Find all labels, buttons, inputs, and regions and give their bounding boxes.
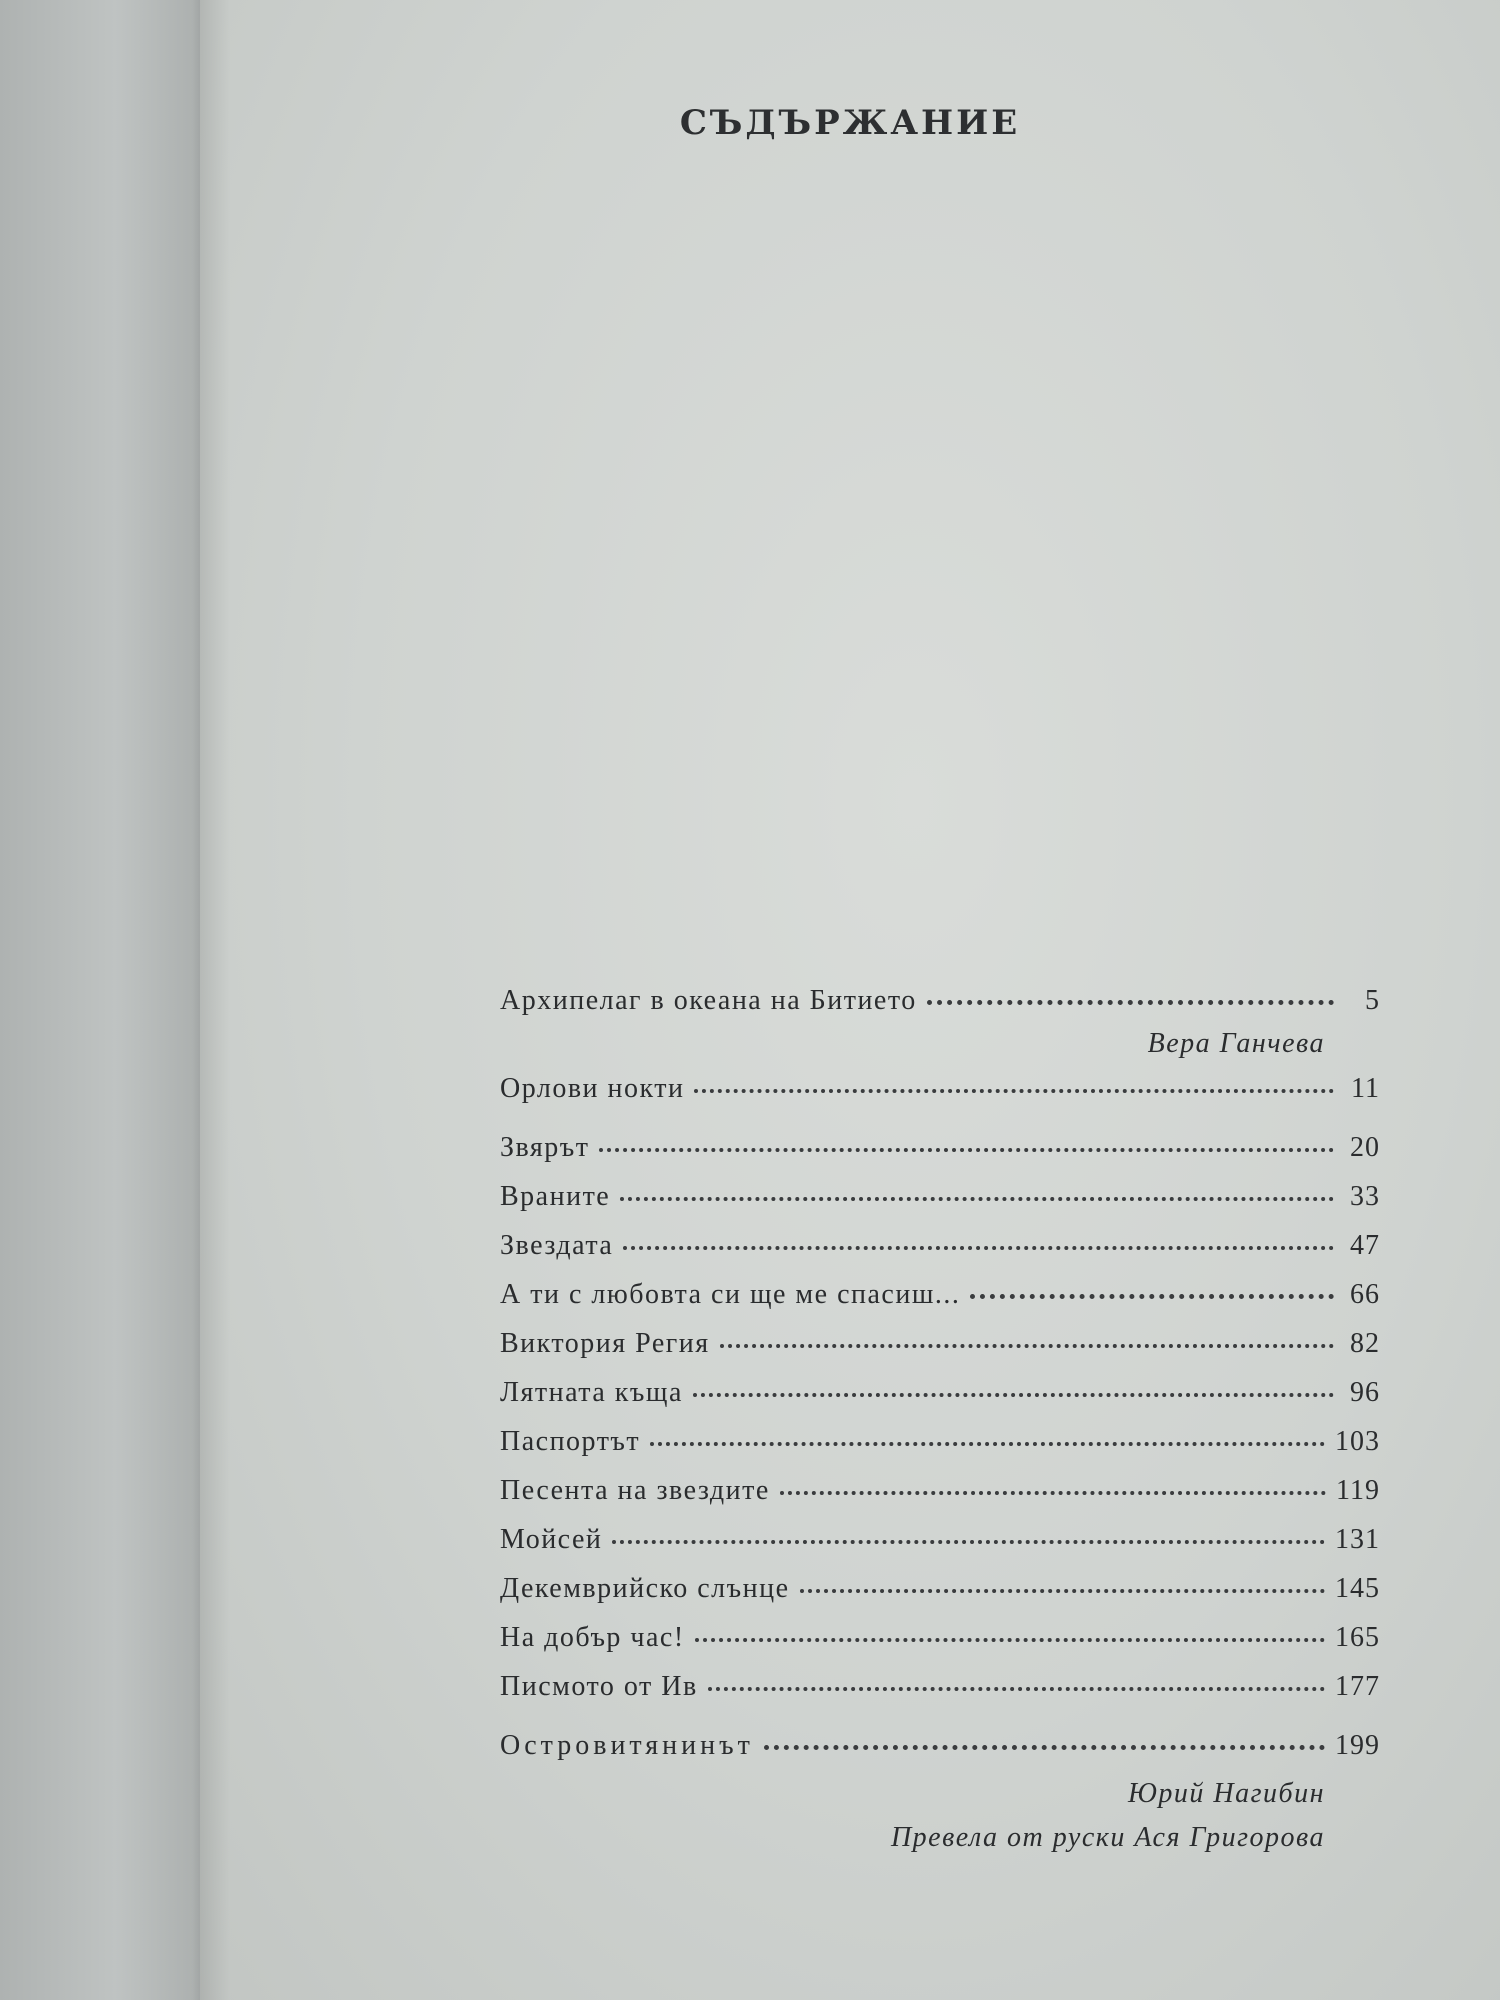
toc-entry-page: 199 (1335, 1730, 1380, 1761)
toc-entry (500, 1127, 1380, 1176)
toc-entry (500, 1617, 1380, 1666)
toc-entry (500, 1068, 1380, 1117)
toc-entry-page: 20 (1350, 1132, 1380, 1163)
page-title: СЪДЪРЖАНИЕ (679, 103, 1021, 143)
toc-entry-page: 11 (1351, 1073, 1380, 1104)
toc-entry-page: 66 (1350, 1279, 1380, 1310)
toc-entry-page: 119 (1336, 1475, 1380, 1506)
spacer (500, 1117, 1395, 1127)
toc-entry (500, 1666, 1380, 1715)
toc-entry-title: Враните (500, 1181, 611, 1212)
toc-entry-page: 165 (1335, 1622, 1380, 1653)
leader-dots (970, 1294, 1334, 1299)
toc-entry-title: Звярът (500, 1132, 590, 1163)
toc-entry (500, 1519, 1380, 1568)
leader-dots (780, 1491, 1326, 1495)
toc-entry-title: Декемврийско слънце (500, 1573, 790, 1604)
toc-entry-title: Песента на звездите (500, 1475, 770, 1506)
toc-entry-title: Паспортът (500, 1426, 641, 1457)
leader-dots (694, 1089, 1334, 1093)
toc-entry-page: 103 (1335, 1426, 1380, 1457)
toc-entry-title: Архипелаг в океана на Битието (500, 985, 917, 1016)
toc-entry-title: Орлови нокти (500, 1073, 685, 1104)
toc-entry-page: 33 (1350, 1181, 1380, 1212)
toc-entry-title: На добър час! (500, 1622, 685, 1653)
leader-dots (708, 1687, 1325, 1691)
toc-entry-page: 131 (1335, 1524, 1380, 1555)
toc-entry-title: Лятната къща (500, 1377, 683, 1408)
footer-translator: Превела от руски Ася Григорова (890, 1822, 1325, 1853)
leader-dots (695, 1638, 1325, 1642)
leader-dots (800, 1589, 1326, 1593)
leader-dots (927, 1000, 1334, 1005)
spacer (500, 1715, 1395, 1725)
toc-entry (500, 1725, 1380, 1774)
toc-entry (500, 1323, 1380, 1372)
toc-entry (500, 1372, 1380, 1421)
toc-entry (500, 1274, 1380, 1323)
toc-entry (500, 1470, 1380, 1519)
toc-entry-title: Островитянинът (500, 1730, 754, 1761)
toc-entry-title: А ти с любовта си ще ме спасиш... (500, 1279, 961, 1310)
toc-entry-page: 96 (1350, 1377, 1380, 1408)
leader-dots (620, 1197, 1334, 1201)
intro-author: Вера Ганчева (1147, 1028, 1325, 1059)
leader-dots (623, 1246, 1334, 1250)
toc-entry-title: Звездата (500, 1230, 614, 1261)
left-page-edge (0, 0, 210, 2000)
toc-entry-page: 5 (1365, 985, 1380, 1016)
leader-dots (612, 1540, 1325, 1544)
toc-entry-title: Писмото от Ив (500, 1671, 698, 1702)
footer-author: Юрий Нагибин (1127, 1778, 1325, 1809)
toc-entry-title: Виктория Регия (500, 1328, 710, 1359)
leader-dots (720, 1344, 1334, 1348)
toc-entry-title: Мойсей (500, 1524, 603, 1555)
leader-dots (693, 1393, 1334, 1397)
toc-entry-intro (500, 980, 1380, 1024)
table-of-contents (500, 980, 1395, 1862)
leader-dots (764, 1745, 1325, 1750)
toc-entry (500, 1225, 1380, 1274)
toc-entry-page: 47 (1350, 1230, 1380, 1261)
toc-entry (500, 1568, 1380, 1617)
toc-entry (500, 1176, 1380, 1225)
leader-dots (650, 1442, 1325, 1446)
contents-page (200, 0, 1500, 2000)
toc-entry-page: 82 (1350, 1328, 1380, 1359)
toc-entry (500, 1421, 1380, 1470)
leader-dots (599, 1148, 1334, 1152)
toc-entry-page: 145 (1335, 1573, 1380, 1604)
toc-entry-page: 177 (1335, 1671, 1380, 1702)
